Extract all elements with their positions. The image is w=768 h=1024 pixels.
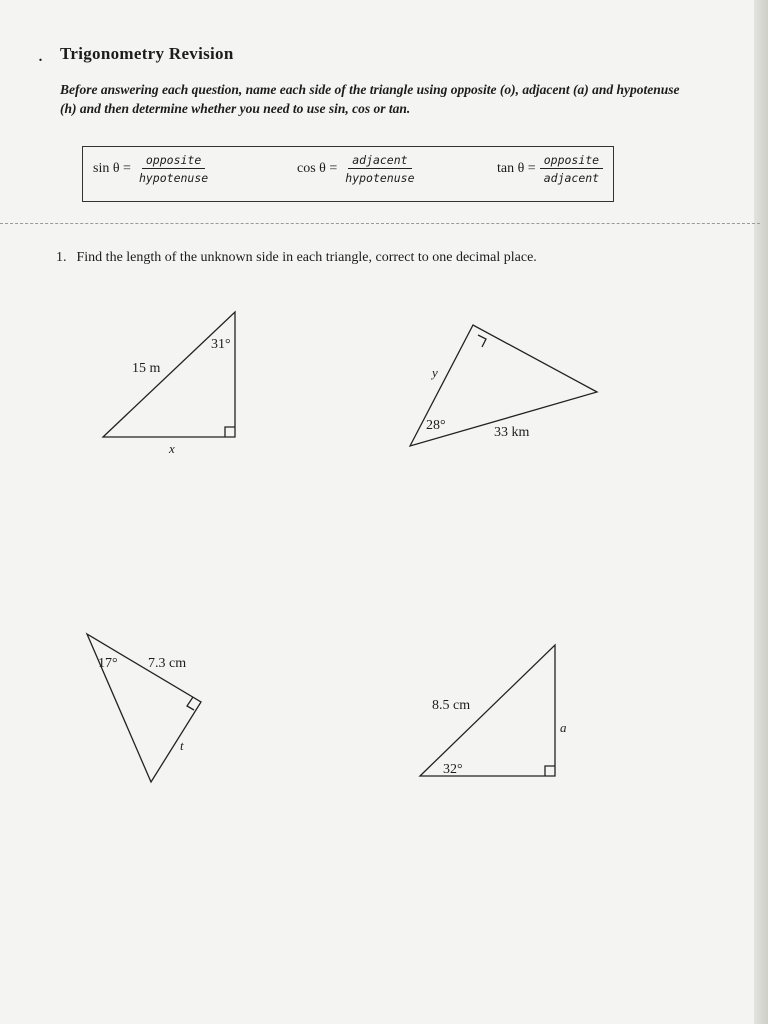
triangle-4-angle: 32° [443, 762, 463, 777]
triangle-4-side: 8.5 cm [432, 698, 471, 713]
tan-lhs: tan θ = [497, 161, 536, 176]
triangle-2-angle: 28° [426, 418, 446, 433]
triangle-4-unknown: a [560, 720, 567, 735]
page-title: Trigonometry Revision [60, 44, 234, 63]
triangle-1-side: 15 m [132, 361, 161, 376]
triangle-2-unknown: y [432, 365, 438, 380]
tan-numerator: opposite [540, 153, 603, 169]
sin-lhs: sin θ = [93, 161, 131, 176]
right-angle-marker-3 [187, 697, 194, 710]
triangle-2-side: 33 km [494, 425, 530, 440]
cos-numerator: adjacent [348, 153, 411, 169]
triangle-1-angle: 31° [211, 337, 231, 352]
title-bullet: . [38, 44, 43, 66]
right-angle-marker-4 [545, 766, 555, 776]
question-number: 1. [56, 250, 67, 265]
triangle-1-unknown: x [169, 441, 175, 456]
triangle-3-angle: 17° [98, 656, 118, 671]
triangle-3-side: 7.3 cm [148, 656, 187, 671]
cos-denominator: hypotenuse [345, 171, 415, 185]
tan-denominator: adjacent [543, 171, 600, 185]
right-angle-marker-2 [478, 335, 486, 347]
question-text: Find the length of the unknown side in each triangle, correct to one decimal place. [76, 250, 537, 265]
sin-denominator: hypotenuse [138, 171, 209, 185]
triangle-1 [103, 312, 235, 437]
cos-lhs: cos θ = [297, 161, 338, 176]
instructions-text: Before answering each question, name each side of the triangle using opposite (o), adjacent (a) and hypotenuse (h) and then determine whether you need to use sin, cos or tan. [60, 82, 680, 116]
right-angle-marker-1 [225, 427, 235, 437]
sin-numerator: opposite [142, 153, 205, 169]
triangle-3-unknown: t [180, 738, 184, 753]
